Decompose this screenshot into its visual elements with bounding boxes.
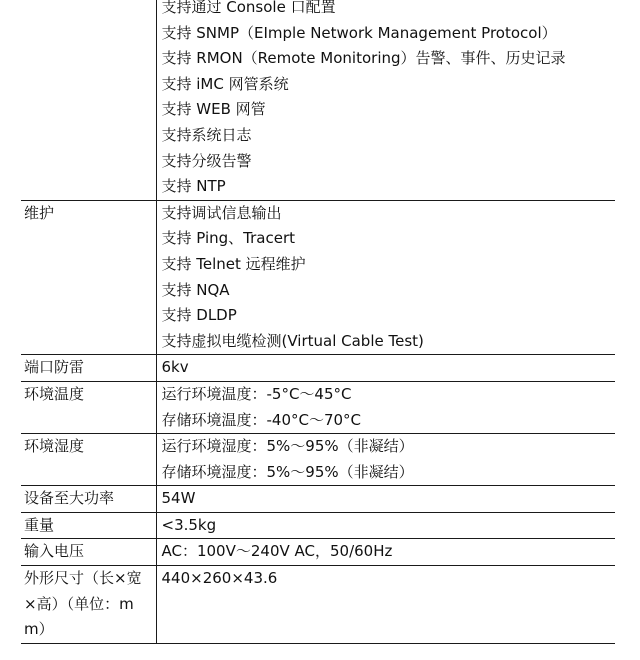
spec-value-line: 支持通过 Console 口配置 xyxy=(161,0,336,16)
spec-value-line: 支持 NQA xyxy=(161,280,230,299)
spec-row xyxy=(21,566,615,644)
spec-value xyxy=(156,539,615,566)
spec-value-line: 运行环境湿度：5%～95%（非凝结） xyxy=(161,437,414,456)
spec-label: 输入电压 xyxy=(21,539,156,566)
spec-label: 环境湿度 xyxy=(21,434,156,486)
spec-label: 重量 xyxy=(21,512,156,539)
spec-label xyxy=(21,0,156,200)
spec-value-line: 存储环境湿度：5%～95%（非凝结） xyxy=(161,462,414,481)
spec-label: 维护 xyxy=(21,200,156,355)
spec-value-line: 支持 Ping、Tracert xyxy=(161,229,296,248)
spec-value-line: 支持调试信息输出 xyxy=(161,203,282,222)
spec-label: 端口防雷 xyxy=(21,355,156,382)
spec-value-line: 支持 RMON（Remote Monitoring）告警、事件、历史记录 xyxy=(161,49,566,68)
spec-table-body xyxy=(21,0,615,643)
spec-value-line: 存储环境温度：-40°C～70°C xyxy=(161,410,362,429)
spec-value-line: 支持 WEB 网管 xyxy=(161,100,266,119)
spec-value-line: 6kv xyxy=(161,358,189,377)
spec-row xyxy=(21,434,615,486)
spec-value-line: 支持 NTP xyxy=(161,177,226,196)
spec-label: 外形尺寸（长×宽×高）（单位：mm） xyxy=(21,566,156,644)
spec-row xyxy=(21,200,615,355)
spec-value xyxy=(156,381,615,433)
spec-row xyxy=(21,355,615,382)
spec-label: 设备至大功率 xyxy=(21,486,156,513)
spec-value-line: 支持 SNMP（EImple Network Management Protocol） xyxy=(161,23,557,42)
spec-value xyxy=(156,355,615,382)
spec-value xyxy=(156,486,615,513)
spec-value xyxy=(156,566,615,644)
spec-row xyxy=(21,539,615,566)
spec-value-line: <3.5kg xyxy=(161,515,217,534)
spec-value-line: 54W xyxy=(161,489,196,508)
spec-row xyxy=(21,512,615,539)
spec-value-line: 支持虚拟电缆检测(Virtual Cable Test) xyxy=(161,331,424,350)
spec-value xyxy=(156,512,615,539)
spec-value-line: AC：100V～240V AC，50/60Hz xyxy=(161,542,393,561)
spec-row xyxy=(21,0,615,200)
spec-value-line: 支持 iMC 网管系统 xyxy=(161,74,289,93)
spec-value-line: 支持分级告警 xyxy=(161,151,252,170)
spec-value-line: 支持 Telnet 远程维护 xyxy=(161,254,306,273)
spec-row xyxy=(21,486,615,513)
spec-value xyxy=(156,434,615,486)
spec-value-line: 440×260×43.6 xyxy=(161,569,278,588)
spec-value-line: 支持系统日志 xyxy=(161,125,252,144)
spec-label: 环境温度 xyxy=(21,381,156,433)
spec-value xyxy=(156,200,615,355)
spec-value-line: 运行环境温度：-5°C～45°C xyxy=(161,384,352,403)
spec-row xyxy=(21,381,615,433)
spec-value xyxy=(156,0,615,200)
spec-table xyxy=(21,0,615,644)
spec-value-line: 支持 DLDP xyxy=(161,306,237,325)
